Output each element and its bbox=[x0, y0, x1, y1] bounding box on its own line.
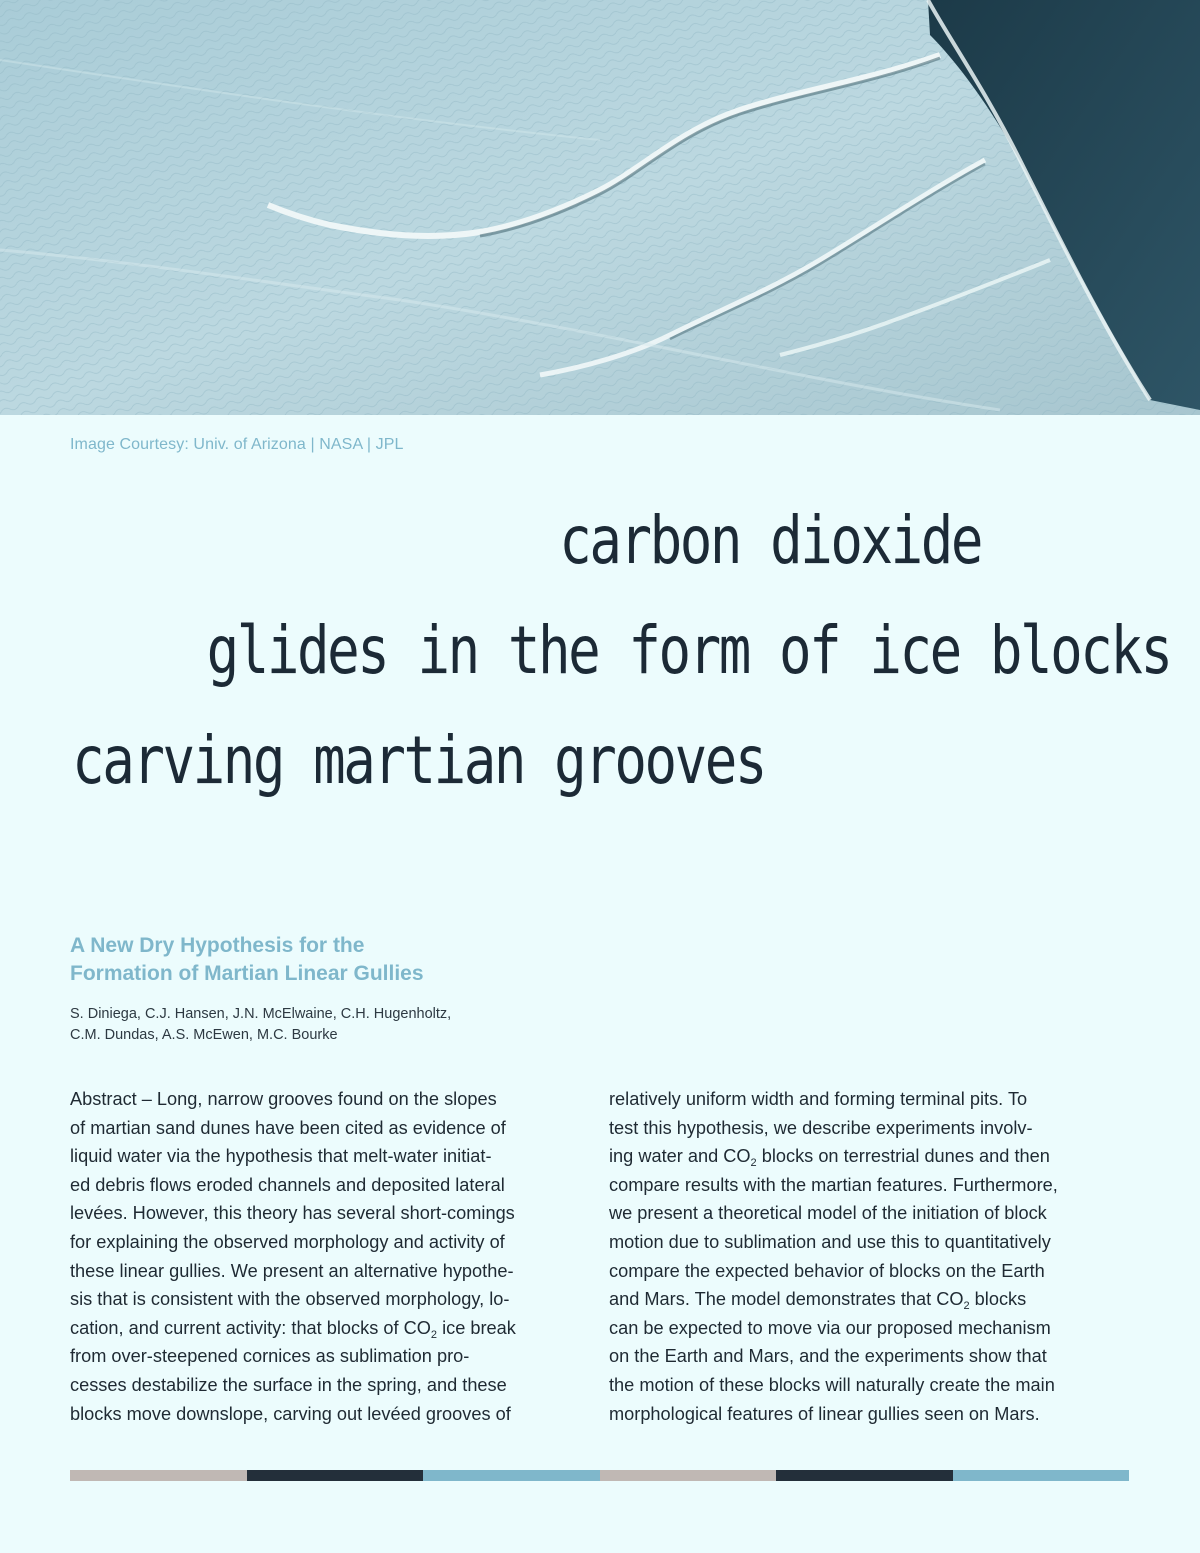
hero-image-martian-dunes bbox=[0, 0, 1200, 415]
headline-line-1: carbon dioxide bbox=[559, 502, 981, 579]
abstract-line: of martian sand dunes have been cited as evidence of bbox=[70, 1117, 506, 1138]
paper-authors bbox=[70, 1004, 590, 1046]
abstract-line: Abstract – Long, narrow grooves found on the slopes bbox=[70, 1089, 497, 1109]
abstract-line: cesses destabilize the surface in the spring, and these bbox=[70, 1374, 507, 1395]
abstract-column-left bbox=[70, 1085, 590, 1428]
abstract-line: morphological features of linear gullies seen on Mars. bbox=[609, 1403, 1040, 1424]
authors-line-2: C.M. Dundas, A.S. McEwen, M.C. Bourke bbox=[70, 1027, 338, 1043]
stripe-segment bbox=[776, 1470, 953, 1481]
abstract-line: motion due to sublimation and use this to quantitatively bbox=[609, 1231, 1051, 1252]
paper-title bbox=[70, 932, 590, 988]
abstract-line: on the Earth and Mars, and the experiments show that bbox=[609, 1346, 1047, 1367]
abstract-line: blocks move downslope, carving out levéed grooves of bbox=[70, 1403, 511, 1424]
abstract-line: sis that is consistent with the observed morphology, lo- bbox=[70, 1289, 510, 1310]
abstract-line: cation, and current activity: that blocks of $CO_2$ ice break bbox=[70, 1317, 516, 1341]
authors-line-1: S. Diniega, C.J. Hansen, J.N. McElwaine, C.H. Hugenholtz, bbox=[70, 1006, 452, 1022]
abstract-line: compare the expected behavior of blocks on the Earth bbox=[609, 1260, 1045, 1281]
abstract-line: liquid water via the hypothesis that melt-water initiat- bbox=[70, 1146, 492, 1167]
color-stripe-divider bbox=[70, 1470, 1129, 1481]
abstract-line: these linear gullies. We present an alternative hypothe- bbox=[70, 1260, 514, 1281]
stripe-segment bbox=[953, 1470, 1130, 1481]
stripe-segment bbox=[70, 1470, 247, 1481]
stripe-segment bbox=[600, 1470, 777, 1481]
paper-title-line-2: Formation of Martian Linear Gullies bbox=[70, 962, 424, 985]
abstract-line: levées. However, this theory has several short-comings bbox=[70, 1203, 515, 1224]
abstract-line: relatively uniform width and forming terminal pits. To bbox=[609, 1089, 1028, 1109]
stripe-segment bbox=[247, 1470, 424, 1481]
paper-title-line-1: A New Dry Hypothesis for the bbox=[70, 934, 365, 957]
abstract-line: can be expected to move via our proposed mechanism bbox=[609, 1317, 1051, 1338]
abstract-line: the motion of these blocks will naturally create the main bbox=[609, 1374, 1055, 1395]
abstract-line: we present a theoretical model of the initiation of block bbox=[609, 1203, 1047, 1224]
abstract-line: test this hypothesis, we describe experiments involv- bbox=[609, 1117, 1033, 1138]
abstract-line: from over-steepened cornices as sublimation pro- bbox=[70, 1346, 470, 1367]
abstract-line: ed debris flows eroded channels and deposited lateral bbox=[70, 1174, 505, 1195]
headline-line-2: glides in the form of ice blocks bbox=[206, 612, 1171, 689]
headline-line-3: carving martian grooves bbox=[72, 722, 765, 799]
abstract-line: compare results with the martian features. Furthermore, bbox=[609, 1174, 1058, 1195]
abstract-column-right bbox=[609, 1085, 1129, 1428]
abstract-line: and Mars. The model demonstrates that $CO_2$ blocks bbox=[609, 1289, 1027, 1313]
stripe-segment bbox=[423, 1470, 600, 1481]
abstract-line: ing water and $CO_2$ blocks on terrestrial dunes and then bbox=[609, 1146, 1050, 1170]
abstract-line: for explaining the observed morphology and activity of bbox=[70, 1231, 505, 1252]
image-credit: Image Courtesy: Univ. of Arizona | NASA | JPL bbox=[70, 436, 404, 453]
